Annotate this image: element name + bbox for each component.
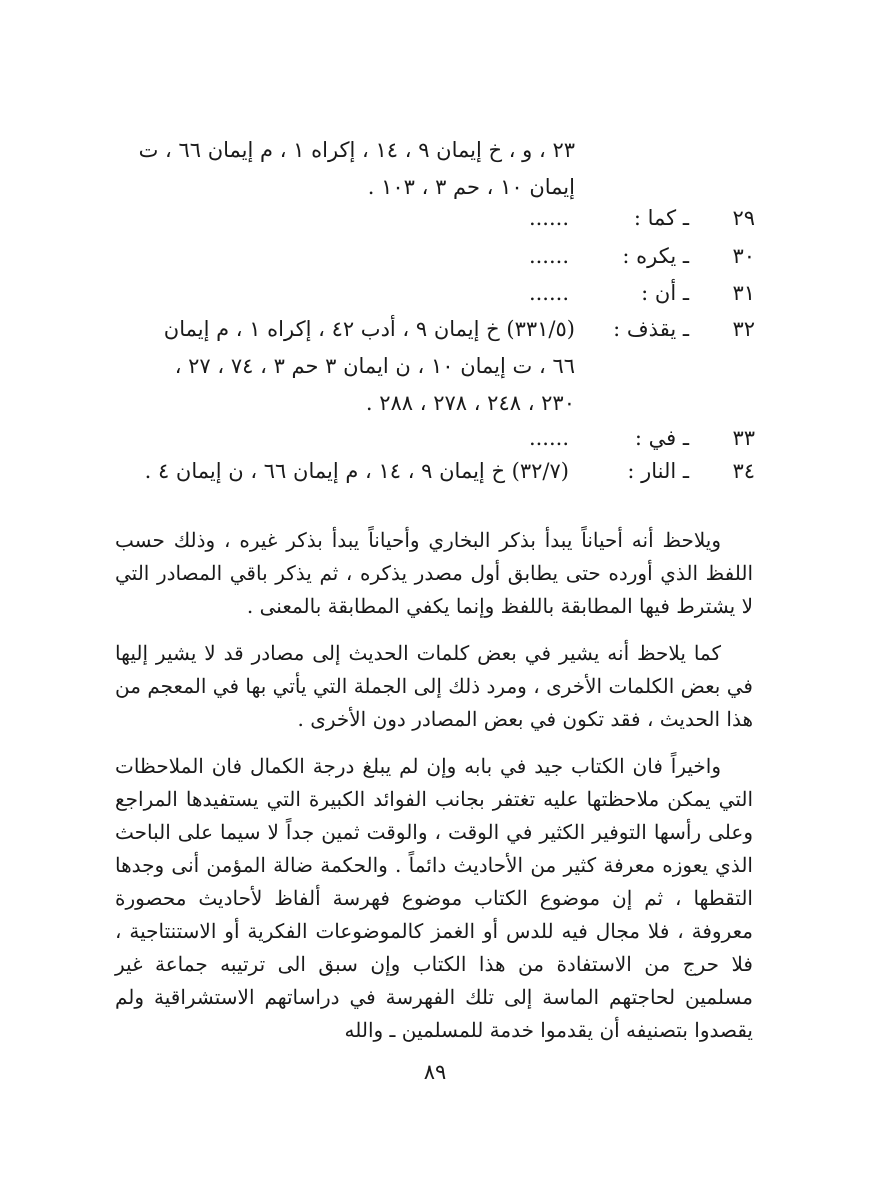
page-number: ٨٩: [423, 1060, 447, 1084]
entry-label: ـ يكره :: [622, 244, 689, 268]
paragraph-text: واخيراً فان الكتاب جيد في بابه وإن لم يبلغ درجة الكمال فان الملاحظات التي يمكن ملاحظتها عليه تغتفر بجانب الفوائد الكبيرة التي يستفيدها المراجع وعلى رأسها التوفير الكثير في الوقت ، والوقت ثمين جداً لا سيما على الباحث الذي يعوزه معرفة كثير من الأحاديث دائماً . والحكمة ضالة المؤمن أنى وجدها التقطها ، ثم إن موضوع الكتاب موضوع فهرسة ألفاظ لأحاديث محصورة معروفة ، فلا مجال فيه للدس أو الغمز كالموضوعات الفكرية أو الاستنتاجية ، فلا حرج من الاستفادة من هذا الكتاب وإن سبق الى ترتيبه جماعة غير مسلمين لحاجتهم الماسة إلى تلك الفهرسة في دراساتهم الاستشراقية ولم يقصدوا بتصنيفه أن يقدموا خدمة للمسلمين ـ والله: [115, 754, 753, 1042]
entry-text: ......: [528, 244, 569, 268]
entry-text: ......: [528, 281, 569, 305]
paragraph: [115, 750, 753, 1047]
entry-number: ٣٠: [732, 244, 755, 268]
entry-number: ٣٤: [732, 459, 755, 483]
entry-text: ٦٦ ، ت إيمان ١٠ ، ن ايمان ٣ حم ٣ ، ٧٤ ، ٢٧ ،: [174, 354, 575, 378]
entry-label: ـ يقذف :: [613, 317, 689, 341]
entry-text: ٢٣ ، و ، خ إيمان ٩ ، ١٤ ، إكراه ١ ، م إيمان ٦٦ ، ت: [138, 138, 575, 162]
entry-number: ٢٩: [732, 206, 755, 230]
paragraph: [115, 637, 753, 736]
paragraph: [115, 524, 753, 623]
entry-text: ......: [528, 206, 569, 230]
paragraph-text: كما يلاحظ أنه يشير في بعض كلمات الحديث إلى مصادر قد لا يشير إليها في بعض الكلمات الأخرى ، ومرد ذلك إلى الجملة التي يأتي بها في المعجم من هذا الحديث ، فقد تكون في بعض المصادر دون الأخرى .: [115, 641, 753, 731]
entry-number: ٣١: [732, 281, 755, 305]
entry-label: ـ في :: [634, 426, 689, 450]
entry-label: ـ النار :: [627, 459, 689, 483]
entry-text: إيمان ١٠ ، حم ٣ ، ١٠٣ .: [367, 175, 575, 199]
entry-number: ٣٣: [732, 426, 755, 450]
entry-text: ......: [528, 426, 569, 450]
entry-text: (٣٣١/٥) خ إيمان ٩ ، أدب ٤٢ ، إكراه ١ ، م إيمان: [163, 317, 575, 341]
entry-number: ٣٢: [732, 317, 755, 341]
entry-text: (٣٢/٧) خ إيمان ٩ ، ١٤ ، م إيمان ٦٦ ، ن إيمان ٤ .: [144, 459, 569, 483]
entry-label: ـ أن :: [641, 281, 689, 305]
entry-label: ـ كما :: [633, 206, 689, 230]
index-entries: [115, 0, 755, 500]
entry-text: ٢٣٠ ، ٢٤٨ ، ٢٧٨ ، ٢٨٨ .: [365, 391, 575, 415]
paragraph-text: ويلاحظ أنه أحياناً يبدأ بذكر البخاري وأحياناً يبدأ بذكر غيره ، وذلك حسب اللفظ الذي أورده حتى يطابق أول مصدر يذكره ، ثم يذكر باقي المصادر التي لا يشترط فيها المطابقة باللفظ وإنما يكفي المطابقة بالمعنى .: [115, 528, 753, 618]
